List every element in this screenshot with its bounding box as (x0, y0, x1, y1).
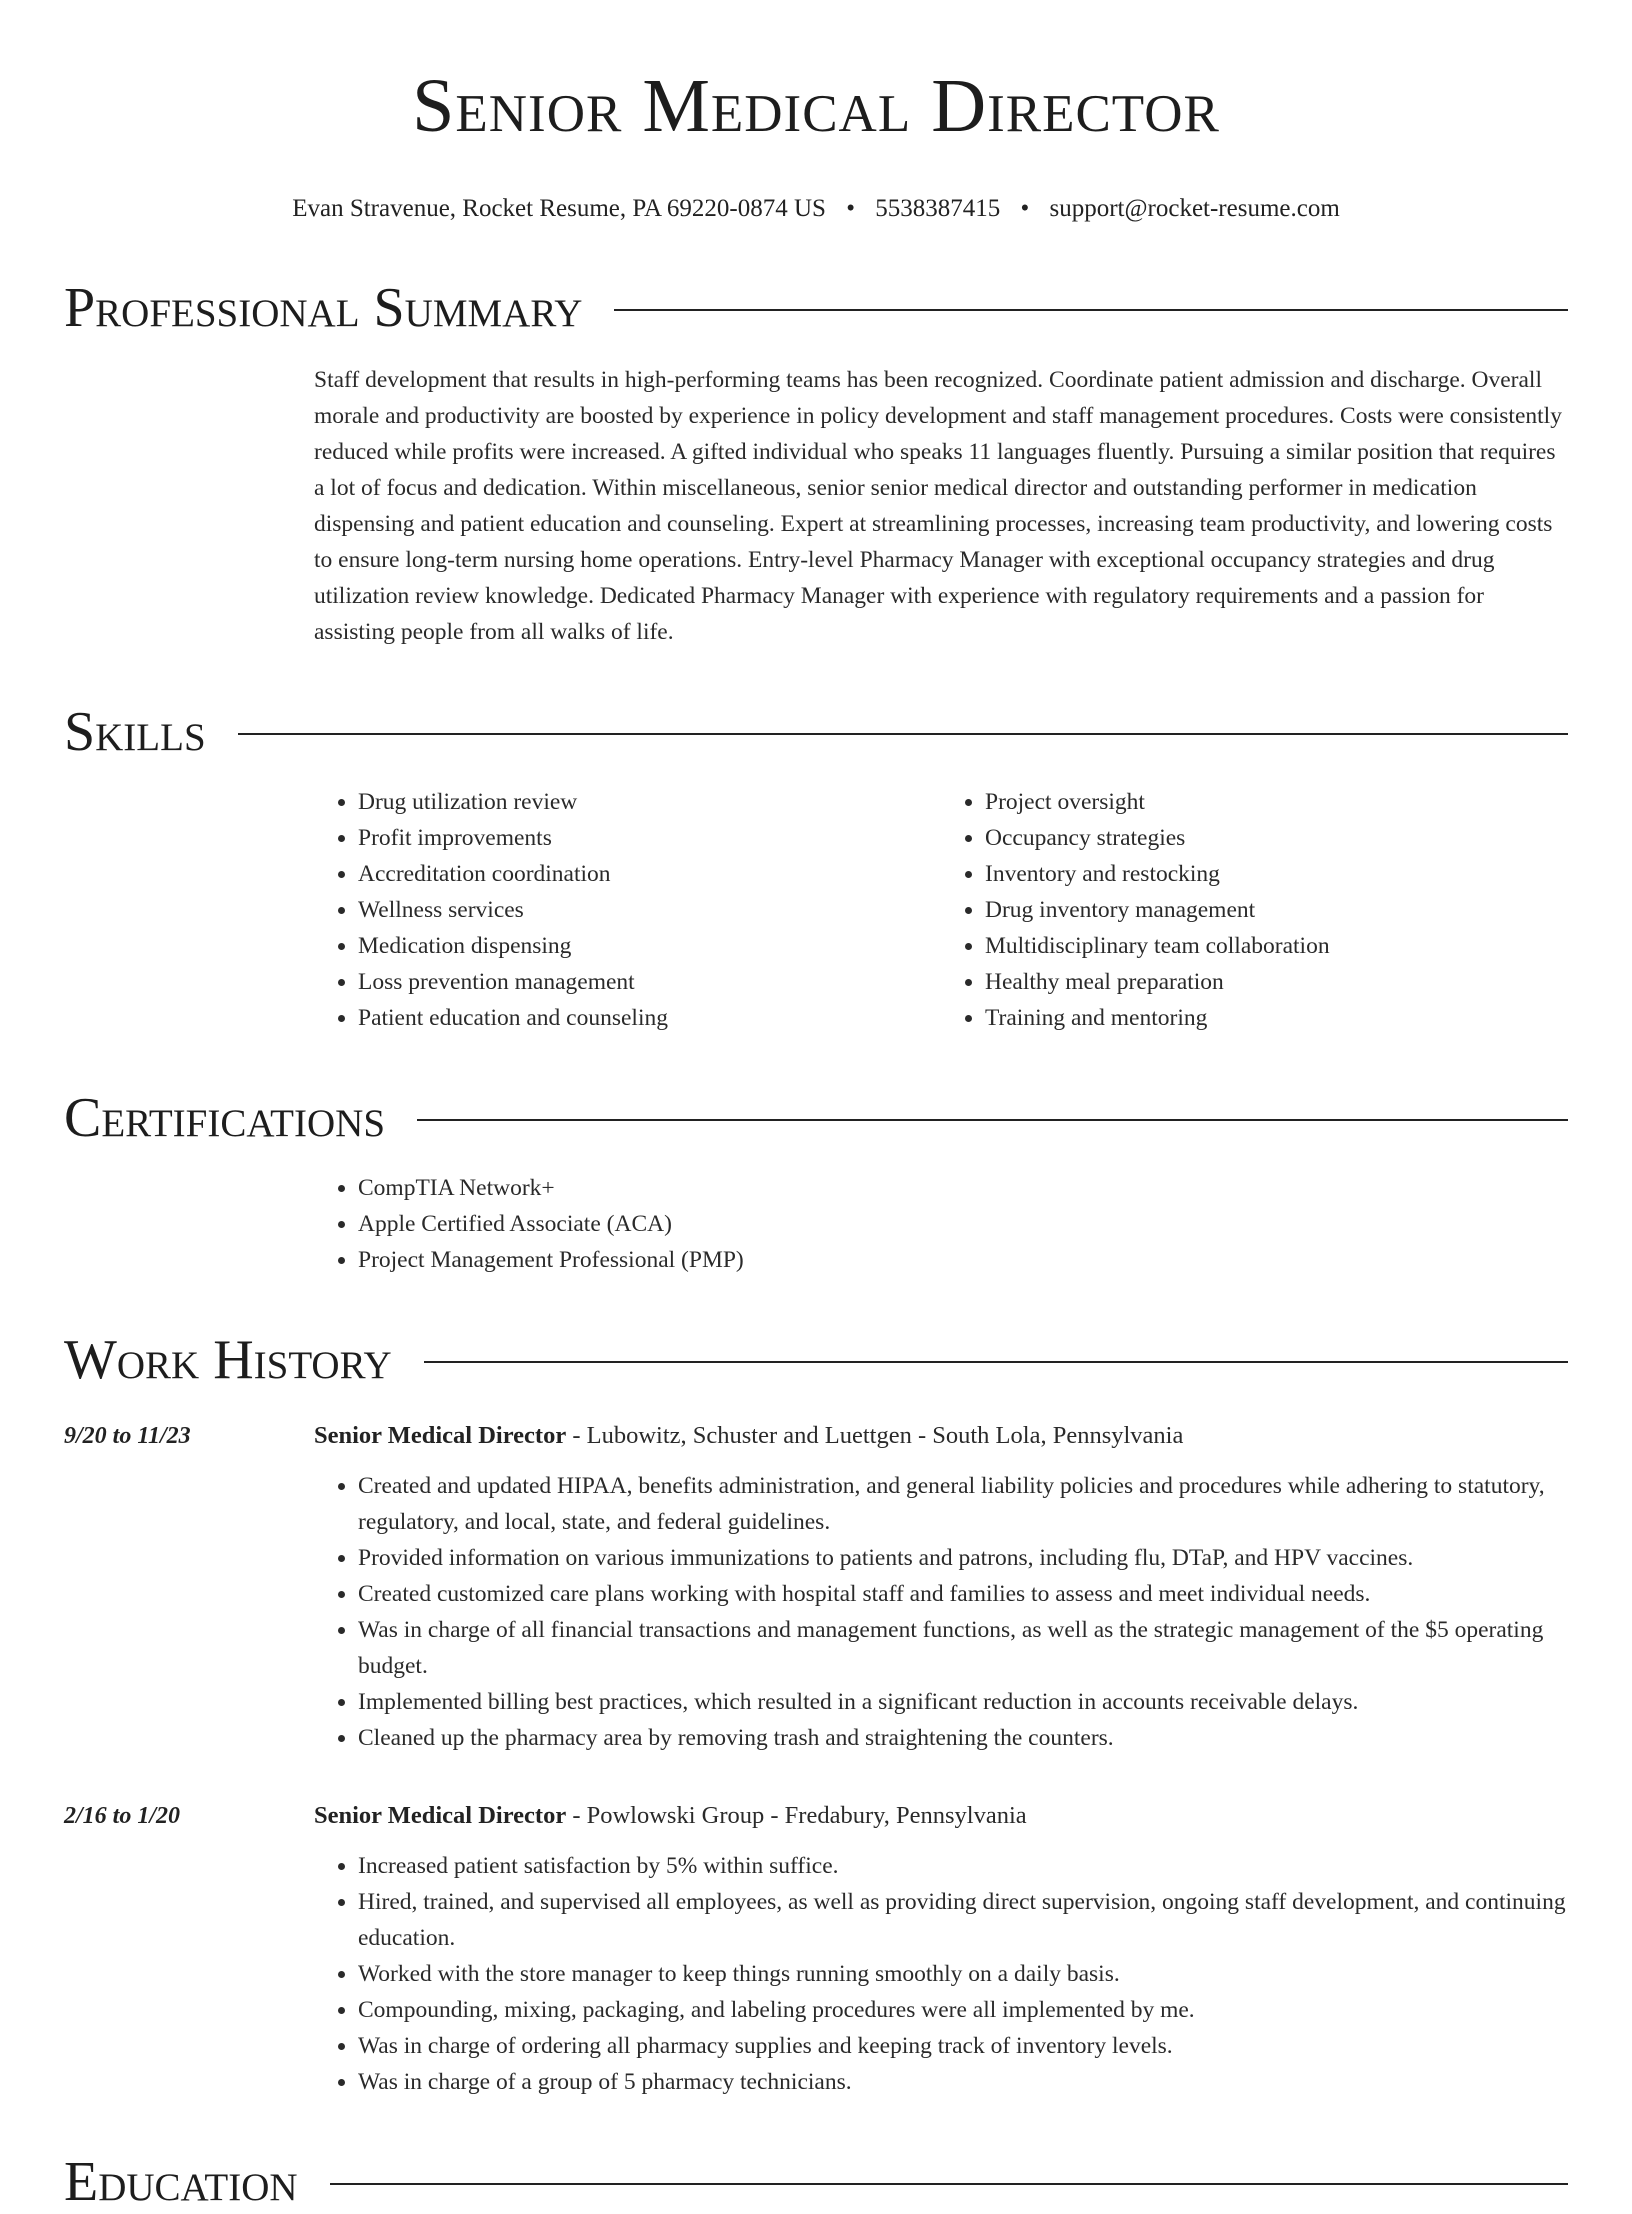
work-history-heading: Work History (64, 1329, 392, 1391)
skill-item: • Profit improvements (358, 820, 941, 856)
job-bullet: • Created customized care plans working with hospital staff and families to assess and meet individual needs. (358, 1576, 1568, 1612)
contact-line (64, 192, 1568, 226)
job-details (314, 1416, 1568, 1756)
certifications-list (314, 1170, 1568, 1278)
certifications-items (314, 1170, 1568, 1278)
job-bullet: • Worked with the store manager to keep things running smoothly on a daily basis. (358, 1956, 1568, 1992)
contact-separator: • (846, 195, 855, 222)
job-bullet: • Provided information on various immunizations to patients and patrons, including flu, DTaP, and HPV vaccines. (358, 1540, 1568, 1576)
job-bullet: • Increased patient satisfaction by 5% within suffice. (358, 1848, 1568, 1884)
skills-column-right (941, 784, 1568, 1036)
skill-item: • Medication dispensing (358, 928, 941, 964)
skill-item: • Wellness services (358, 892, 941, 928)
job-bullet: • Hired, trained, and supervised all employees, as well as providing direct supervision, ongoing staff development, and continuing education. (358, 1884, 1568, 1956)
skills-column-left (314, 784, 941, 1036)
certification-item: • Project Management Professional (PMP) (358, 1242, 1568, 1278)
job-bullet: • Created and updated HIPAA, benefits administration, and general liability policies and procedures while adhering to statutory, regulatory, and local, state, and federal guidelines. (358, 1468, 1568, 1540)
job-bullet: • Cleaned up the pharmacy area by removing trash and straightening the counters. (358, 1720, 1568, 1756)
skill-item: • Drug utilization review (358, 784, 941, 820)
skill-item: • Healthy meal preparation (985, 964, 1568, 1000)
contact-email: support@rocket-resume.com (1049, 195, 1340, 222)
section-rule (614, 309, 1568, 311)
job-bullet: • Was in charge of ordering all pharmacy supplies and keeping track of inventory levels. (358, 2028, 1568, 2064)
job-details (314, 1796, 1568, 2100)
job-title-line (314, 1796, 1568, 1836)
skill-item: • Drug inventory management (985, 892, 1568, 928)
job-dates: 9/20 to 11/23 (64, 1423, 191, 1449)
skill-item: • Patient education and counseling (358, 1000, 941, 1036)
contact-address: Evan Stravenue, Rocket Resume, PA 69220-0874 US (292, 195, 826, 222)
job-role: Senior Medical Director (314, 1802, 567, 1829)
job-entry (64, 1796, 1568, 2100)
summary-text: Staff development that results in high-performing teams has been recognized. Coordinate patient admission and discharge. Overall morale and productivity are boosted by experience in policy development and staff management procedures. Costs were consistently reduced while profits were increased. A gifted individual who speaks 11 languages fluently. Pursuing a similar position that requires a lot of focus and dedication. Within miscellaneous, senior senior medical director and outstanding performer in medication dispensing and patient education and counseling. Expert at streamlining processes, increasing team productivity, and lowering costs to ensure long-term nursing home operations. Entry-level Pharmacy Manager with exceptional occupancy strategies and drug utilization review knowledge. Dedicated Pharmacy Manager with experience with regulatory requirements and a passion for assisting people from all walks of life. (314, 367, 1562, 645)
job-bullet: • Compounding, mixing, packaging, and labeling procedures were all implemented by me. (358, 1992, 1568, 2028)
job-company: - Powlowski Group - Fredabury, Pennsylvania (566, 1802, 1027, 1829)
job-company: - Lubowitz, Schuster and Luettgen - South Lola, Pennsylvania (566, 1422, 1184, 1449)
summary-section-header (64, 276, 1568, 340)
job-bullet: • Was in charge of a group of 5 pharmacy technicians. (358, 2064, 1568, 2100)
skill-item: • Inventory and restocking (985, 856, 1568, 892)
job-dates: 2/16 to 1/20 (64, 1803, 181, 1829)
certification-item: • CompTIA Network+ (358, 1170, 1568, 1206)
job-role: Senior Medical Director (314, 1422, 567, 1449)
job-bullet: • Was in charge of all financial transactions and management functions, as well as the strategic management of the $5 operating budget. (358, 1612, 1568, 1684)
section-rule (238, 733, 1568, 735)
skill-item: • Loss prevention management (358, 964, 941, 1000)
certification-item: • Apple Certified Associate (ACA) (358, 1206, 1568, 1242)
work-history-section-header (64, 1328, 1568, 1392)
section-rule (424, 1361, 1568, 1363)
certifications-heading: Certifications (64, 1087, 386, 1149)
certifications-section-header (64, 1086, 1568, 1150)
skill-item: • Project oversight (985, 784, 1568, 820)
skills-list (314, 784, 1568, 1036)
skill-item: • Accreditation coordination (358, 856, 941, 892)
section-rule (417, 1119, 1568, 1121)
contact-separator: • (1020, 195, 1030, 222)
education-heading: Education (64, 2151, 298, 2213)
skill-item: • Training and mentoring (985, 1000, 1568, 1036)
job-bullets (314, 1468, 1568, 1756)
skill-item: • Occupancy strategies (985, 820, 1568, 856)
job-title-line (314, 1416, 1568, 1456)
job-entry (64, 1416, 1568, 1756)
job-bullets (314, 1848, 1568, 2100)
education-section-header (64, 2150, 1568, 2214)
skills-section-header (64, 700, 1568, 764)
summary-heading: Professional Summary (64, 277, 583, 339)
job-bullet: • Implemented billing best practices, which resulted in a significant reduction in accounts receivable delays. (358, 1684, 1568, 1720)
resume-title: Senior Medical Director (412, 64, 1220, 148)
section-rule (330, 2183, 1568, 2185)
contact-phone: 5538387415 (875, 195, 1001, 222)
skill-item: • Multidisciplinary team collaboration (985, 928, 1568, 964)
skills-heading: Skills (64, 701, 206, 763)
